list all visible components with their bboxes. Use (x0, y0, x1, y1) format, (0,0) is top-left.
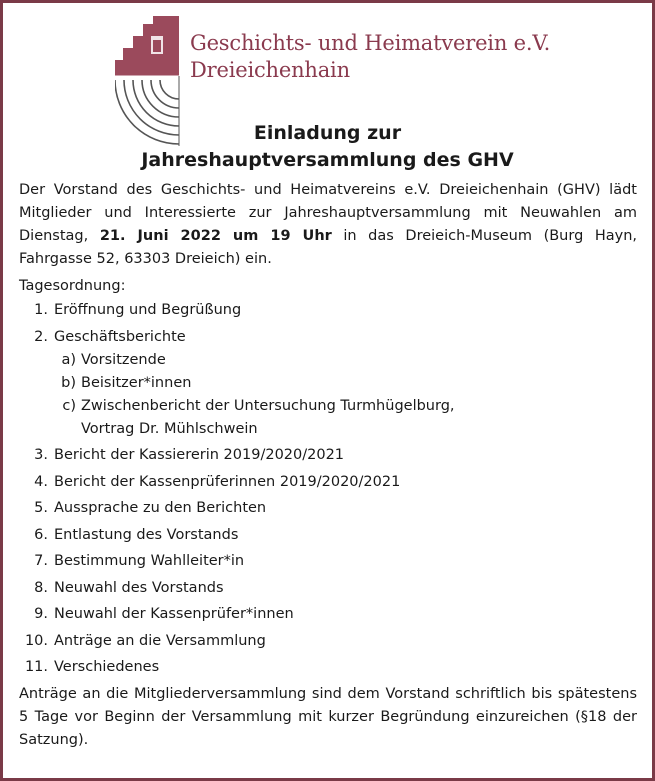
agenda-item-text: Aussprache zu den Berichten (54, 500, 267, 516)
agenda-item (19, 471, 637, 494)
agenda-item-number: 5. (34, 500, 48, 516)
agenda-item (19, 497, 637, 520)
agenda-item-number: 4. (34, 473, 48, 490)
agenda-subitem-letter: b) (61, 374, 76, 391)
agenda-subitem-letter: a) (61, 351, 76, 368)
agenda-list (19, 299, 637, 679)
agenda-item-number: 8. (34, 579, 48, 596)
agenda-item-number: 3. (34, 447, 48, 463)
organization-name (190, 30, 550, 84)
intro-paragraph (19, 179, 637, 271)
agenda-item-number: 10. (24, 632, 48, 649)
page-title (0, 120, 655, 174)
agenda-subitem-text: Vorsitzende (81, 351, 166, 368)
agenda-item (19, 656, 637, 679)
agenda-item (19, 630, 637, 653)
agenda-item-text: Geschäftsberichte (54, 328, 186, 345)
agenda-item-number: 11. (24, 659, 48, 675)
agenda-item-number: 6. (34, 526, 48, 543)
agenda-subitem-text: Beisitzer*innen (81, 374, 192, 391)
agenda-item-number: 7. (34, 553, 48, 569)
agenda-sublist (54, 349, 637, 441)
invitation-body (19, 179, 637, 752)
agenda-item-body (54, 326, 637, 441)
agenda-item-text: Neuwahl der Kassenprüfer*innen (54, 606, 294, 622)
agenda-subitem-text: Zwischenbericht der Untersuchung Turmhügelburg, Vortrag Dr. Mühlschwein (81, 397, 455, 437)
agenda-item (19, 550, 637, 573)
agenda-heading: Tagesordnung: (19, 278, 126, 294)
agenda-subitem (54, 395, 637, 441)
agenda-item-text: Bericht der Kassiererin 2019/2020/2021 (54, 447, 345, 463)
agenda-subitem-letter: c) (62, 397, 76, 414)
org-name-line1: Geschichts- und Heimatverein e.V. (190, 31, 551, 55)
agenda-item-text: Bestimmung Wahlleiter*in (54, 553, 245, 569)
agenda-item-text: Bericht der Kassenprüferinnen 2019/2020/2021 (54, 473, 401, 490)
agenda-item (19, 577, 637, 600)
agenda-item (19, 603, 637, 626)
agenda-item (19, 444, 637, 467)
agenda-item-text: Verschiedenes (54, 659, 160, 675)
agenda-subitem (54, 372, 637, 395)
intro-text-1: Der Vorstand des Geschichts- und Heimatvereins e.V. Dreieichenhain (GHV) lädt Mitglieder und Interessierte zur Jahreshauptversammlung mit Neuwahlen am Dienstag, (19, 182, 637, 244)
agenda-item-text: Neuwahl des Vorstands (54, 579, 224, 596)
closing-paragraph: Anträge an die Mitgliederversammlung sind dem Vorstand schriftlich bis spätestens 5 Tage vor Beginn der Versammlung mit kurzer Begründung einzureichen (§18 der Satzung). (19, 685, 637, 748)
agenda-item (19, 299, 637, 322)
agenda-item-text: Anträge an die Versammlung (54, 632, 266, 649)
org-name-line2: Dreieichenhain (190, 58, 350, 82)
agenda-item-number: 1. (34, 302, 48, 318)
intro-text-2: in das Dreieich-Museum (Burg Hayn, Fahrgasse 52, 63303 Dreieich) ein. (19, 228, 638, 267)
title-line2: Jahreshauptversammlung des GHV (141, 149, 514, 171)
agenda-item-text: Entlastung des Vorstands (54, 526, 239, 543)
agenda-item-number: 9. (34, 606, 48, 622)
agenda-item (19, 326, 637, 441)
meeting-date: 21. Juni 2022 um 19 Uhr (99, 228, 332, 244)
agenda-item-text: Eröffnung und Begrüßung (54, 302, 242, 318)
agenda-item-number: 2. (34, 328, 48, 345)
title-line1: Einladung zur (253, 122, 402, 144)
agenda-item (19, 524, 637, 547)
agenda-subitem (54, 349, 637, 372)
